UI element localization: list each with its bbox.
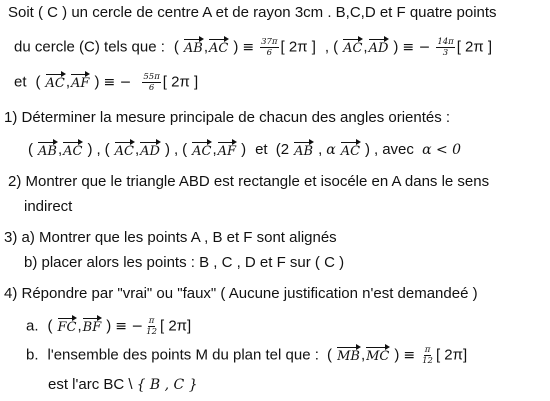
modulo-2: [ 2π ]	[456, 38, 493, 56]
vector-bf: BF	[82, 320, 102, 336]
q4-title: 4) Répondre par "vrai" ou "faux" ( Aucune justification n'est demandeé )	[4, 285, 478, 302]
q1-angles: ( AB,AC ) , ( AC,AD ) , ( AC,AF ) et (2 AB , α AC ) , avec α < 0	[28, 141, 462, 159]
vector-mc: MC	[366, 349, 390, 365]
vector-ad-q1: AD	[140, 144, 160, 159]
vector-ac-q1: AC	[63, 144, 83, 159]
vector-ac-3: AC	[45, 76, 65, 92]
fraction-pi-12-b: $\frac{\pi}{12}$	[422, 345, 433, 366]
intro-line-2: du cercle (C) tels que : ( AB,AC ) ≡ $\frac{37\pi}{6}$ [ 2π ] , ( AC,AD ) ≡ − $\frac{14\pi}{3}$ [ 2π ]	[14, 37, 493, 58]
congruent-symbol-2: ≡ −	[402, 39, 431, 56]
vector-mb: MB	[337, 349, 360, 365]
vector-ad: AD	[368, 41, 389, 57]
q4-a: a. ( FC,BF ) ≡ − $\frac{\pi}{12}$ [ 2π]	[26, 316, 192, 337]
set-bc: { B , C }	[136, 377, 198, 393]
alpha-condition: α < 0	[422, 142, 462, 158]
congruent-symbol: ≡	[242, 39, 255, 56]
vector-fc: FC	[57, 320, 77, 336]
modulo-3: [ 2π ]	[162, 73, 199, 91]
congruent-symbol-4: ≡ −	[115, 318, 144, 335]
q3-a: 3) a) Montrer que les points A , B et F sont alignés	[4, 229, 337, 246]
vector-ab-q1d: AB	[294, 144, 314, 159]
vector-ab: AB	[183, 41, 203, 57]
vector-af: AF	[71, 76, 90, 92]
congruent-symbol-5: ≡	[403, 347, 416, 364]
modulo-5: [ 2π]	[435, 346, 468, 364]
vector-af-q1: AF	[217, 144, 237, 159]
vector-ac-q1d: AC	[340, 144, 361, 159]
alpha-symbol: α	[326, 142, 336, 158]
modulo-4: [ 2π]	[159, 317, 192, 335]
fraction-37pi-6: $\frac{37\pi}{6}$	[261, 37, 278, 58]
q4-b: b. l'ensemble des points M du plan tel que : ( MB,MC ) ≡ $\frac{\pi}{12}$ [ 2π]	[26, 345, 468, 366]
vector-ac-q1b: AC	[114, 144, 134, 159]
fraction-14pi-3: $\frac{14\pi}{3}$	[437, 37, 454, 58]
q2-line-1: 2) Montrer que le triangle ABD est rectangle et isocéle en A dans le sens	[8, 173, 490, 190]
vector-ac: AC	[209, 41, 229, 57]
intro-prefix-3: et	[14, 73, 27, 91]
intro-line-3: et ( AC,AF ) ≡ − $\frac{55\pi}{6}$ [ 2π ]	[14, 72, 199, 93]
congruent-symbol-3: ≡ −	[103, 74, 132, 91]
q1-title: 1) Déterminer la mesure principale de chacun des angles orientés :	[4, 109, 451, 126]
modulo-1: [ 2π ]	[280, 38, 316, 56]
vector-ab-q1: AB	[38, 144, 57, 159]
q2-line-2: indirect	[24, 198, 73, 215]
fraction-pi-12: $\frac{\pi}{12}$	[146, 316, 157, 337]
q3-b: b) placer alors les points : B , C , D et F sur ( C )	[24, 254, 345, 271]
intro-line-1	[8, 3, 497, 23]
intro-prefix-2: du cercle (C) tels que :	[14, 38, 165, 56]
fraction-55pi-6: $\frac{55\pi}{6}$	[143, 72, 160, 93]
intro-text-1: Soit ( C ) un cercle de centre A et de rayon 3cm . B,C,D et F quatre points	[8, 4, 497, 21]
q4-b-line-2: est l'arc BC \ { B , C }	[48, 376, 198, 393]
vector-ac-q1c: AC	[192, 144, 212, 159]
vector-ac-2: AC	[343, 41, 363, 57]
